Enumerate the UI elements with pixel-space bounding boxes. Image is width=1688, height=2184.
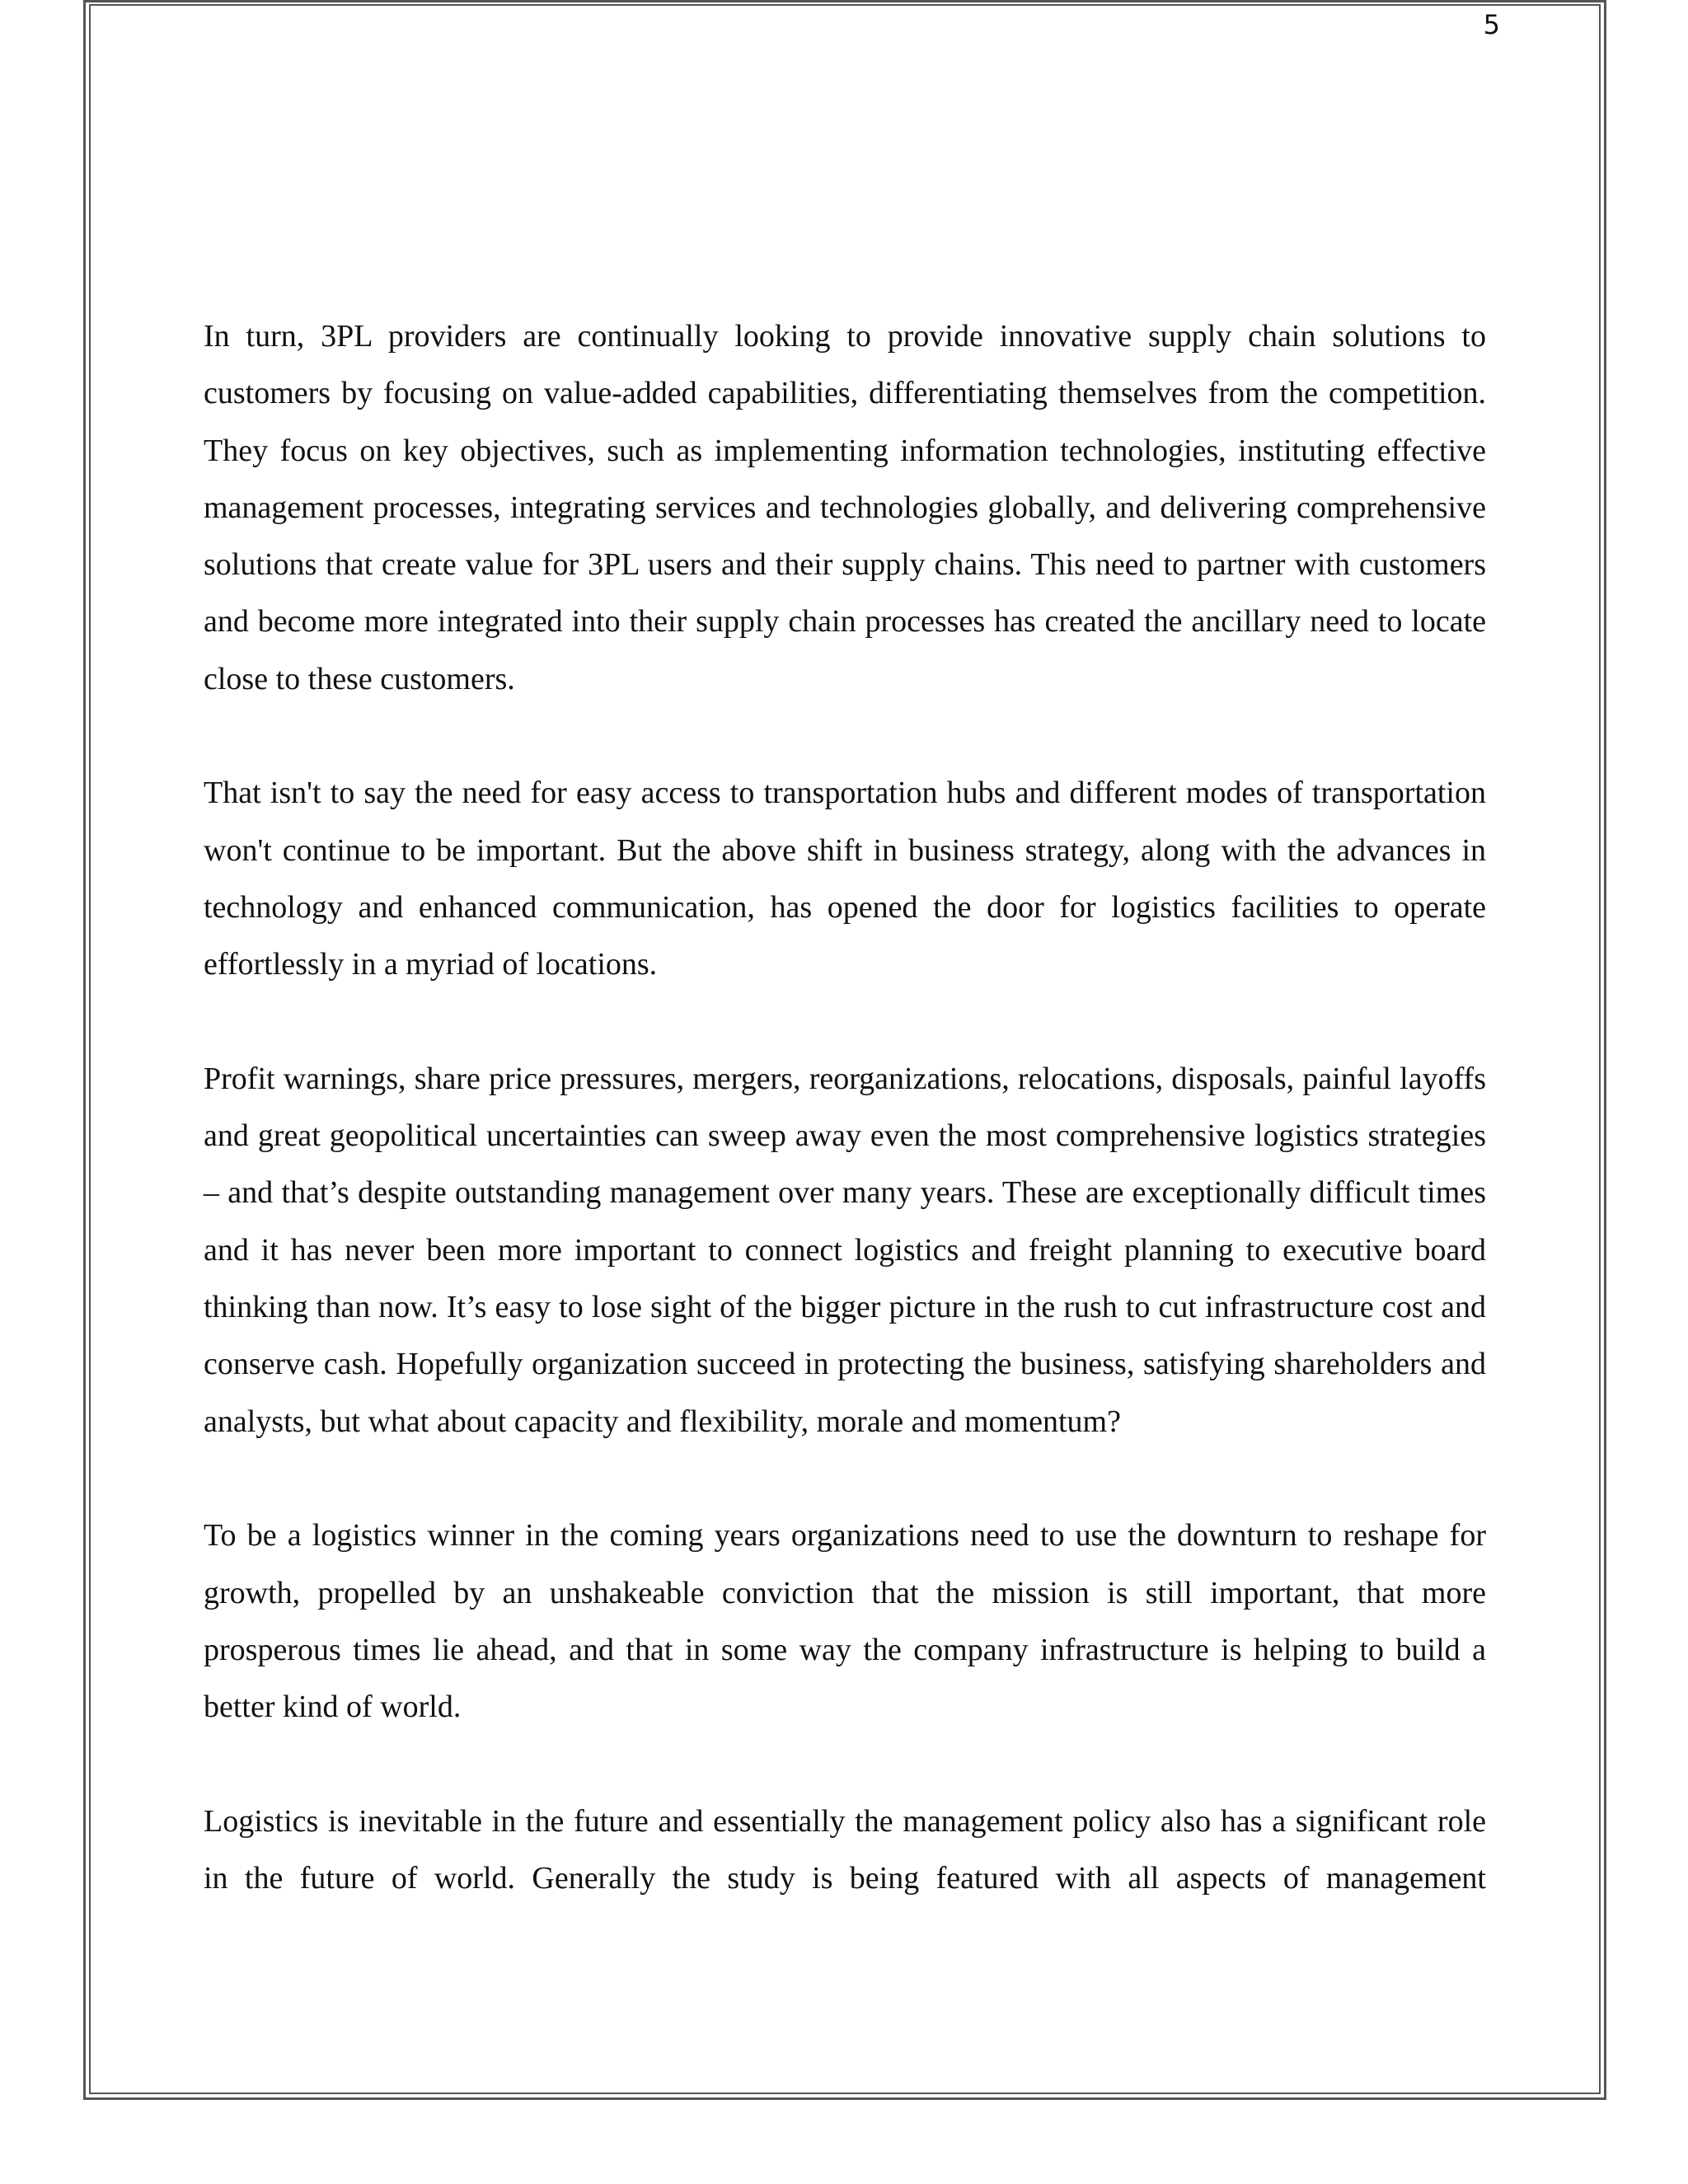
paragraph-profit-warnings: Profit warnings, share price pressures, mergers, reorganizations, relocations, disposals, painful layoffs and great geopolitical uncertainties can sweep away even the most comprehensive logistics strategies – and that’s despite outstanding management over many years. These are exceptionally difficult times and it has never been more important to connect logistics and freight planning to executive board thinking than now. It’s easy to lose sight of the bigger picture in the rush to cut infrastructure cost and conserve cash. Hopefully organization succeed in protecting the business, satisfying shareholders and analysts, but what about capacity and flexibility, morale and momentum? [204, 1061, 1486, 1439]
paragraph-transportation-hubs: That isn't to say the need for easy access to transportation hubs and different modes of transportation won't continue to be important. But the above shift in business strategy, along with the advances in technology and enhanced communication, has opened the door for logistics facilities to operate effortlessly in a myriad of locations. [204, 776, 1486, 982]
page-number: 5 [1483, 9, 1500, 40]
paragraph-3pl-providers: In turn, 3PL providers are continually looking to provide innovative supply chain solutions to customers by focusing on value-added capabilities, differentiating themselves from the competition. They focus on key objectives, such as implementing information technologies, instituting effective management processes, integrating services and technologies globally, and delivering comprehensive solutions that create value for 3PL users and their supply chains. This need to partner with customers and become more integrated into their supply chain processes has created the ancillary need to locate close to these customers. [204, 319, 1486, 696]
paragraph-logistics-future: Logistics is inevitable in the future and essentially the management policy also has a significant role in the future of world. Generally the study is being featured with all aspects of management [204, 1803, 1486, 1896]
paragraph-logistics-winner: To be a logistics winner in the coming years organizations need to use the downturn to reshape for growth, propelled by an unshakeable conviction that the mission is still important, that more prosperous times lie ahead, and that in some way the company infrastructure is helping to build a better kind of world. [204, 1518, 1486, 1725]
document-body [204, 308, 1486, 1907]
